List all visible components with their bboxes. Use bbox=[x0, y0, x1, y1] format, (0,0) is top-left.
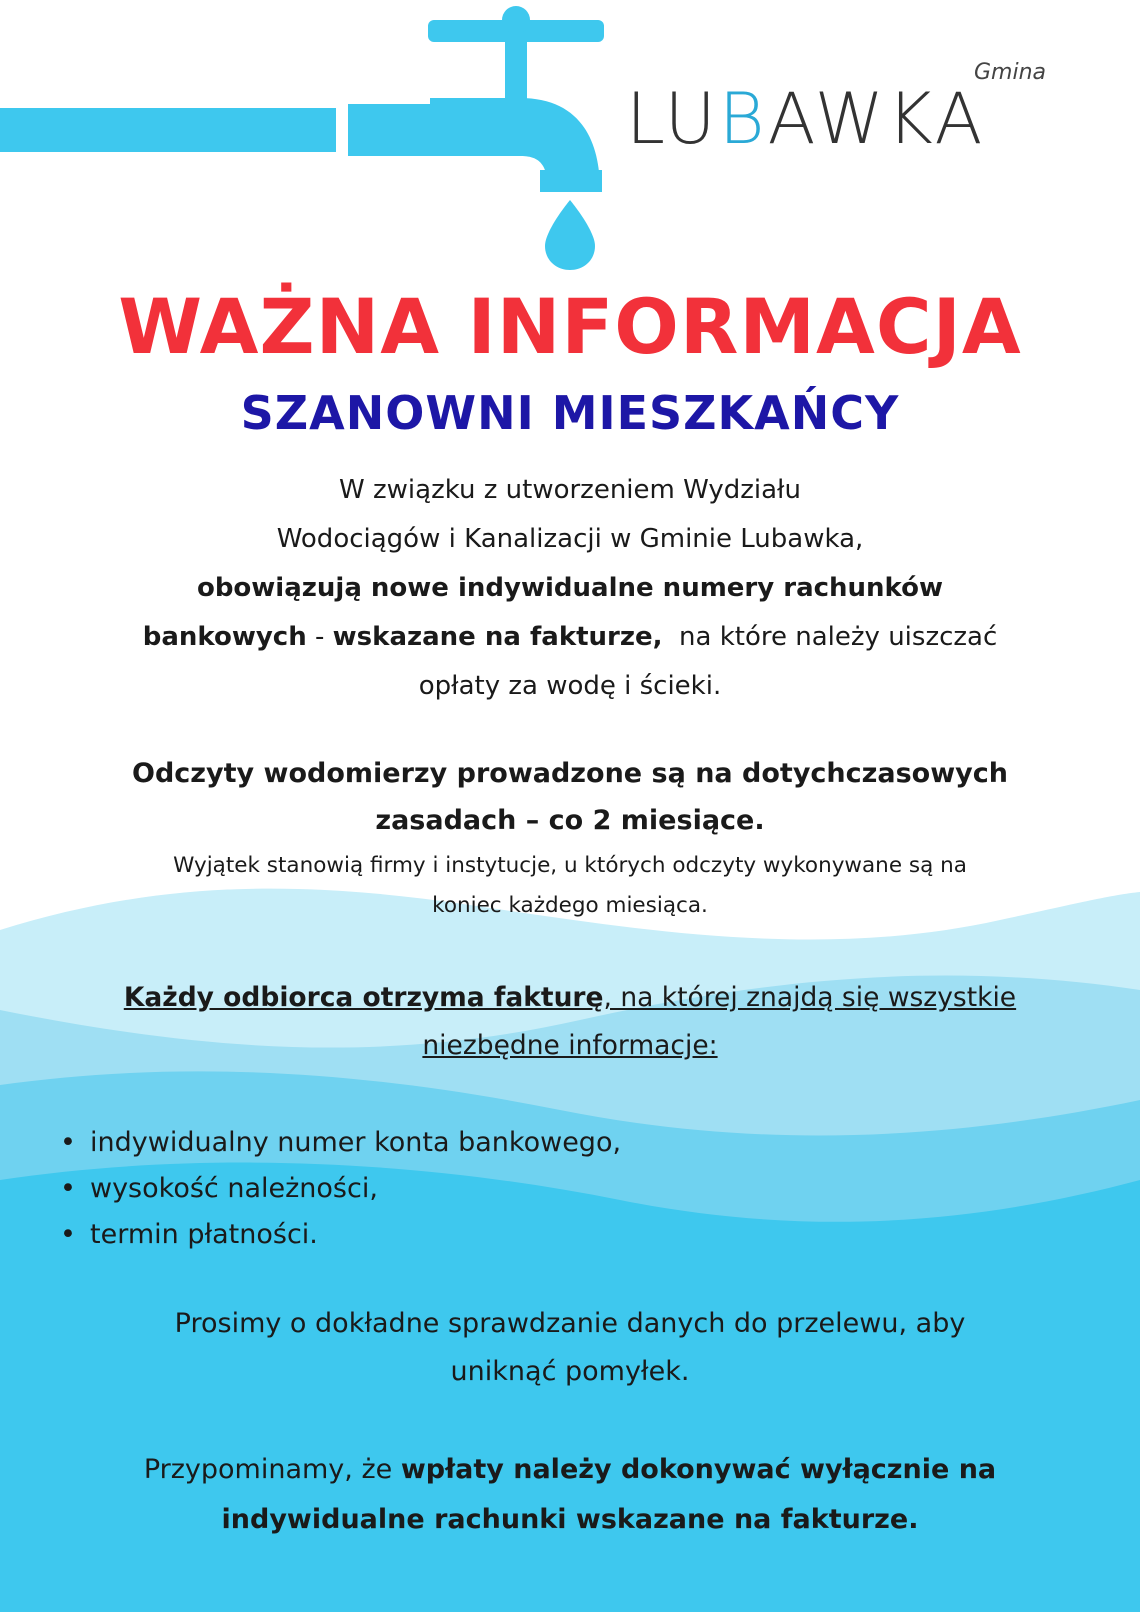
intro-paragraph: W związku z utworzeniem Wydziału Wodociągów i Kanalizacji w Gminie Lubawka, obowiązują nowe indywidualne numery rachunków bankowych - wskazane na fakturze, na które należy uiszczać opłaty za wodę i ścieki. bbox=[142, 475, 998, 701]
logo-heart-mark: B bbox=[718, 78, 768, 160]
page-title: WAŻNA INFORMACJA bbox=[118, 282, 1022, 371]
list-item: • termin płatności. bbox=[60, 1212, 621, 1258]
readings-paragraph: Odczyty wodomierzy prowadzone są na dotychczasowych zasadach – co 2 miesiące. bbox=[132, 758, 1008, 836]
invoice-paragraph: Każdy odbiorca otrzyma fakturę, na której znajdą się wszystkie niezbędne informacje: bbox=[123, 982, 1017, 1061]
list-item: • wysokość należności, bbox=[60, 1166, 621, 1212]
gmina-lubawka-logo bbox=[626, 56, 1076, 160]
reminder-paragraph: Przypominamy, że wpłaty należy dokonywać wyłącznie na indywidualne rachunki wskazane na fakturze. bbox=[143, 1454, 997, 1535]
check-paragraph: Prosimy o dokładne sprawdzanie danych do przelewu, aby uniknąć pomyłek. bbox=[174, 1308, 966, 1387]
exception-paragraph: Wyjątek stanowią firmy i instytucje, u których odczyty wykonywane są na koniec każdego miesiąca. bbox=[173, 853, 967, 918]
page-subtitle: SZANOWNI MIESZKAŃCY bbox=[240, 386, 900, 440]
logo-small-text: Gmina bbox=[973, 60, 1046, 85]
logo-wordmark: LUBAWKA bbox=[626, 78, 986, 160]
invoice-info-list bbox=[60, 1120, 621, 1258]
list-item: • indywidualny numer konta bankowego, bbox=[60, 1120, 621, 1166]
